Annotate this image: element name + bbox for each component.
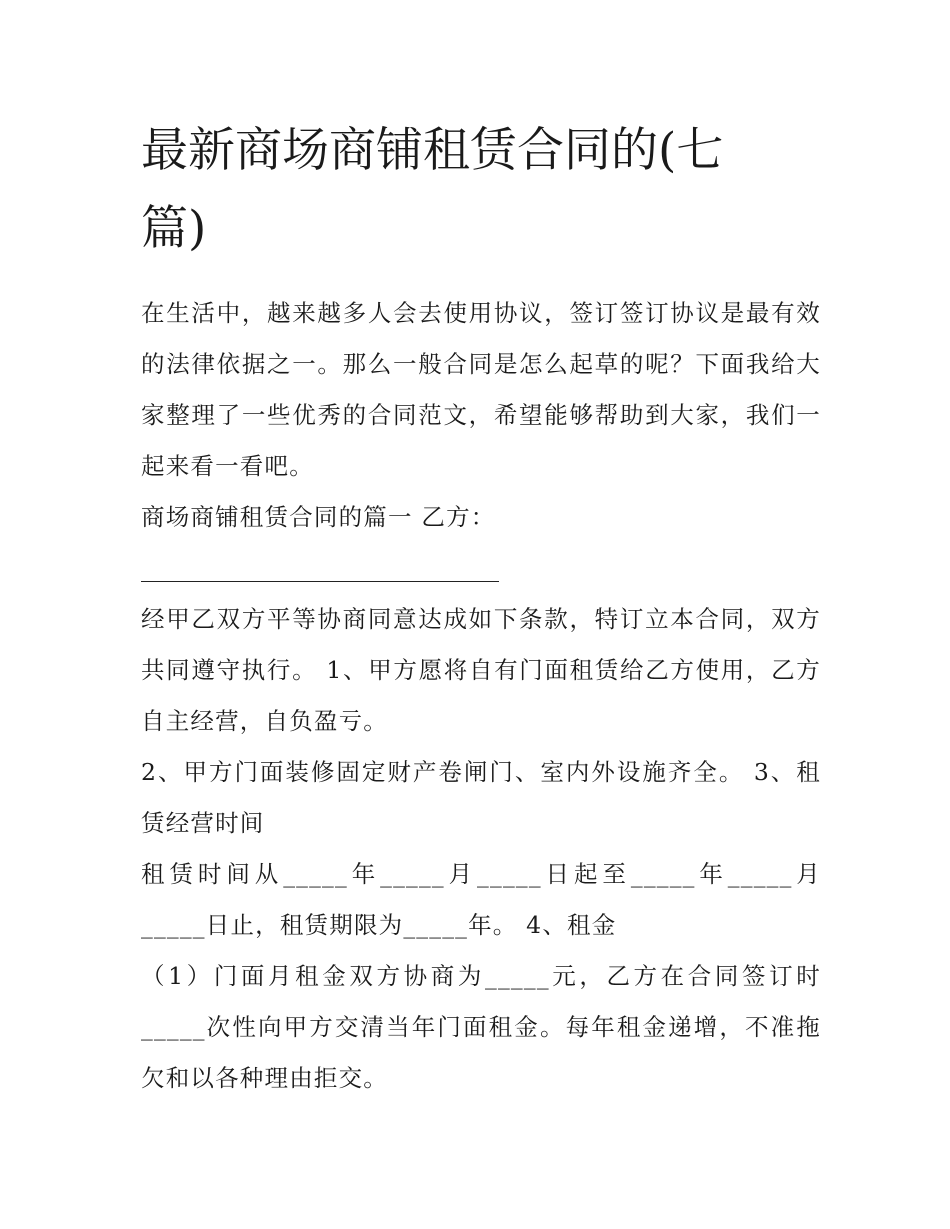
clause-paragraph-2: 2、甲方门面装修固定财产卷闸门、室内外设施齐全。 3、租赁经营时间 xyxy=(141,758,821,837)
rent-paragraph: （1）门面月租金双方协商为_____元，乙方在合同签订时_____次性向甲方交清当年门面租金。每年租金递增，不准拖欠和以各种理由拒交。 xyxy=(141,962,821,1092)
intro-paragraph: 在生活中，越来越多人会去使用协议，签订签订协议是最有效的法律依据之一。那么一般合同是怎么起草的呢？下面我给大家整理了一些优秀的合同范文，希望能够帮助到大家，我们一起来看一看吧。 xyxy=(141,299,821,480)
document-body xyxy=(141,112,821,1104)
clause-paragraph-1: 经甲乙双方平等协商同意达成如下条款，特订立本合同，双方共同遵守执行。 1、甲方愿将自有门面租赁给乙方使用，乙方自主经营，自负盈亏。 xyxy=(141,605,821,735)
party-b-signature-line xyxy=(141,543,821,594)
section-heading-part-one: 商场商铺租赁合同的篇一 乙方： xyxy=(141,503,496,531)
blank-underline xyxy=(141,581,499,582)
document-title: 最新商场商铺租赁合同的(七篇) xyxy=(141,123,724,256)
lease-period-paragraph: 租赁时间从_____年_____月_____日起至_____年_____月_____日止，租赁期限为_____年。 4、租金 xyxy=(141,860,821,939)
